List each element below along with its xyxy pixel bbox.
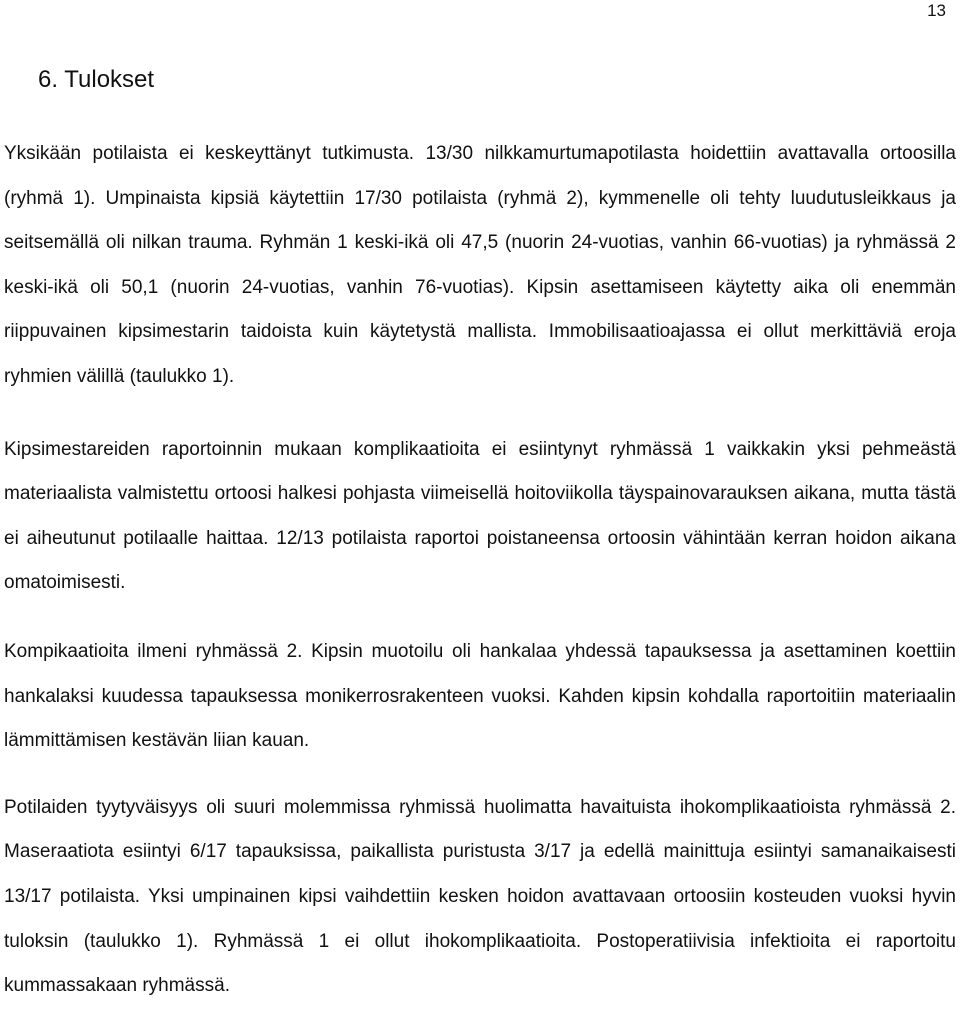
document-body	[4, 58, 956, 1009]
paragraph-group1-complications: Kipsimestareiden raportoinnin mukaan komplikaatioita ei esiintynyt ryhmässä 1 vaikkakin yksi pehmeästä materiaalista valmistettu ortoosi halkesi pohjasta viimeisellä hoitoviikolla täyspainovarauksen aikana, mutta tästä ei aiheutunut potilaalle haittaa. 12/13 potilaista raportoi poistaneensa ortoosin vähintään kerran hoidon aikana omatoimisesti.	[4, 438, 956, 594]
paragraph-participants: Yksikään potilaista ei keskeyttänyt tutkimusta. 13/30 nilkkamurtumapotilasta hoidettiin avattavalla ortoosilla (ryhmä 1). Umpinaista kipsiä käytettiin 17/30 potilaista (ryhmä 2), kymmenelle oli tehty luudutusleikkaus ja seitsemällä oli nilkan trauma. Ryhmän 1 keski-ikä oli 47,5 (nuorin 24-vuotias, vanhin 66-vuotias) ja ryhmässä 2 keski-ikä oli 50,1 (nuorin 24-vuotias, vanhin 76-vuotias). Kipsin asettamiseen käytetty aika oli enemmän riippuvainen kipsimestarin taidoista kuin käytetystä mallista. Immobilisaatioajassa ei ollut merkittäviä eroja ryhmien välillä (taulukko 1).	[4, 143, 956, 387]
section-heading: 6. Tulokset	[38, 66, 155, 93]
page-number: 13	[927, 1, 946, 20]
paragraph-group2-complications: Kompikaatioita ilmeni ryhmässä 2. Kipsin muotoilu oli hankalaa yhdessä tapauksessa ja asettaminen koettiin hankalaksi kuudessa tapauksessa monikerrosrakenteen vuoksi. Kahden kipsin kohdalla raportoitiin materiaalin lämmittämisen kestävän liian kauan.	[4, 640, 956, 752]
paragraph-satisfaction: Potilaiden tyytyväisyys oli suuri molemmissa ryhmissä huolimatta havaituista ihokomplikaatioista ryhmässä 2. Maseraatiota esiintyi 6/17 tapauksissa, paikallista puristusta 3/17 ja edellä mainittuja esiintyi samanaikaisesti 13/17 potilaista. Yksi umpinainen kipsi vaihdettiin kesken hoidon avattavaan ortoosiin kosteuden vuoksi hyvin tuloksin (taulukko 1). Ryhmässä 1 ei ollut ihokomplikaatioita. Postoperatiivisia infektioita ei raportoitu kummassakaan ryhmässä.	[4, 796, 956, 997]
